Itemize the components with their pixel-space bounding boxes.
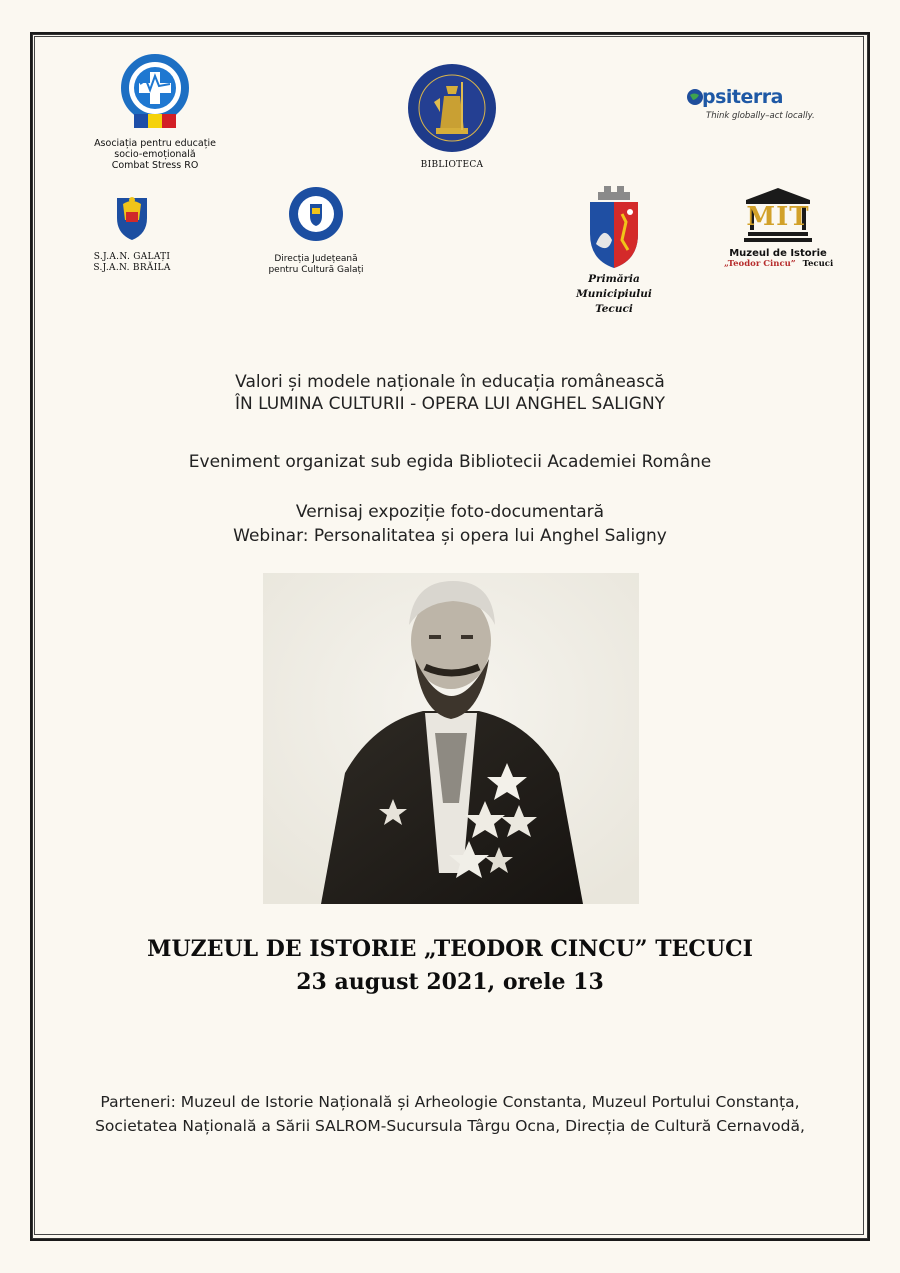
academia-romana-logo [398, 62, 506, 171]
event-title-line-1: Valori și modele naționale în educația românească [235, 372, 665, 392]
directia-caption-1: Direcția Județeană [274, 254, 358, 264]
psiterra-tagline: Think globally–act locally. [706, 111, 815, 121]
venue-name: MUZEUL DE ISTORIE „TEODOR CINCU” TECUCI [147, 936, 753, 962]
mit-caption-2a: „Teodor Cincu” [724, 259, 796, 269]
primaria-caption-2: Tecuci [595, 303, 633, 315]
muzeul-istorie-logo [724, 188, 832, 269]
mit-caption-1: Muzeul de Istorie [729, 248, 827, 259]
primaria-caption-1: Primăria Municipiului [576, 273, 652, 300]
partners-text [0, 1090, 900, 1138]
combat-stress-caption-2: socio-emoțională [114, 149, 196, 160]
anghel-saligny-portrait [263, 573, 639, 904]
combat-stress-caption-1: Asociația pentru educație [94, 138, 216, 149]
government-seal-icon [288, 186, 344, 242]
directia-cultura-logo [262, 186, 370, 276]
combat-stress-emblem-icon [118, 54, 192, 132]
academia-romana-emblem-icon [406, 62, 498, 154]
event-title [0, 372, 900, 414]
primaria-tecuci-logo [550, 184, 678, 317]
sjan-logo [84, 192, 180, 274]
tecuci-coat-of-arms-icon [584, 184, 644, 270]
combat-stress-caption-3: Combat Stress RO [111, 160, 199, 171]
event-activities [0, 502, 900, 546]
event-organized-text: Eveniment organizat sub egida Bibliotecii Academiei Române [188, 452, 712, 472]
partners-line-2: Societatea Națională a Sării SALROM-Sucursula Târgu Ocna, Direcția de Cultură Cernavodă, [95, 1117, 805, 1135]
romanian-coat-of-arms-icon [113, 192, 151, 242]
directia-caption-2: pentru Cultură Galați [268, 265, 364, 275]
partners-line-1: Parteneri: Muzeul de Istorie Națională și Arheologie Constanta, Muzeul Portului Constanța, [100, 1093, 800, 1111]
academia-caption: BIBLIOTECA [420, 160, 484, 170]
sjan-caption-2: S.J.A.N. BRĂILA [93, 263, 171, 273]
venue-datetime: 23 august 2021, orele 13 [296, 969, 604, 995]
event-activity-1: Vernisaj expoziție foto-documentară [295, 502, 605, 522]
event-activity-2: Webinar: Personalitatea și opera lui Anghel Saligny [233, 526, 667, 546]
event-title-line-2: ÎN LUMINA CULTURII - OPERA LUI ANGHEL SALIGNY [234, 394, 666, 414]
psiterra-brand: psiterra [702, 86, 783, 108]
sjan-caption-1: S.J.A.N. GALAȚI [93, 252, 171, 262]
event-organized [0, 452, 900, 472]
mit-letters: MIT [746, 202, 810, 232]
combat-stress-logo [92, 54, 218, 171]
mit-caption-2b: Tecuci [802, 259, 834, 269]
